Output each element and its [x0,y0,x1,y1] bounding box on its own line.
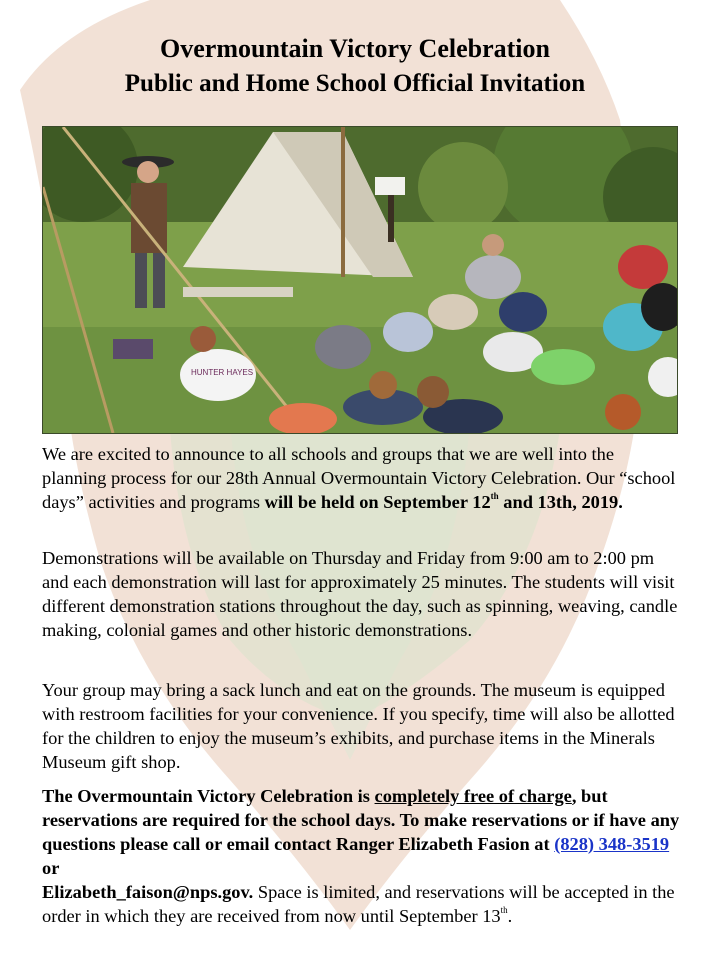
lunch-paragraph: Your group may bring a sack lunch and eat on the grounds. The museum is equipped with restroom facilities for your convenience. If you specify, time will also be allotted for the children to enjoy the museum’s exhibits, and purchase items in the Minerals Museum gift shop. [42,680,675,772]
event-dates-bold: will be held on September 12th and 13th, 2019. [264,491,623,512]
demonstrations-paragraph: Demonstrations will be available on Thursday and Friday from 9:00 am to 2:00 pm and each demonstration will last for approximately 25 minutes. The students will visit different demonstration stations throughout the day, such as spinning, weaving, candle making, colonial games and other historic demonstrations. [42,548,678,640]
announcement-paragraph [42,442,682,514]
free-of-charge: completely free of charge [374,786,572,806]
phone-link[interactable]: (828) 348-3519 [554,834,670,854]
reservations-paragraph: The Overmountain Victory Celebration is completely free of charge, but reservations are required for the school days. To make reservations or if have any questions please call or email contact Ranger Elizabeth Fasion at (828) 348-3519 or Elizabeth_faison@nps.gov. Space is limited, and reservations will be accepted in the order in which they are received from now until September 13th. [42,786,680,926]
page-subtitle: Public and Home School Official Invitation [124,70,586,97]
email-address[interactable]: Elizabeth_faison@nps.gov. [42,882,254,902]
encampment-photo [42,126,678,434]
announcement-text: We are excited to announce to all schools and groups that we are well into the planning process for our 28th Annual Overmountain Victory Celebration. Our “school days” activities and programs [42,444,676,512]
tshirt-text: HUNTER HAYES [191,368,254,377]
page-title: Overmountain Victory Celebration [160,34,550,63]
